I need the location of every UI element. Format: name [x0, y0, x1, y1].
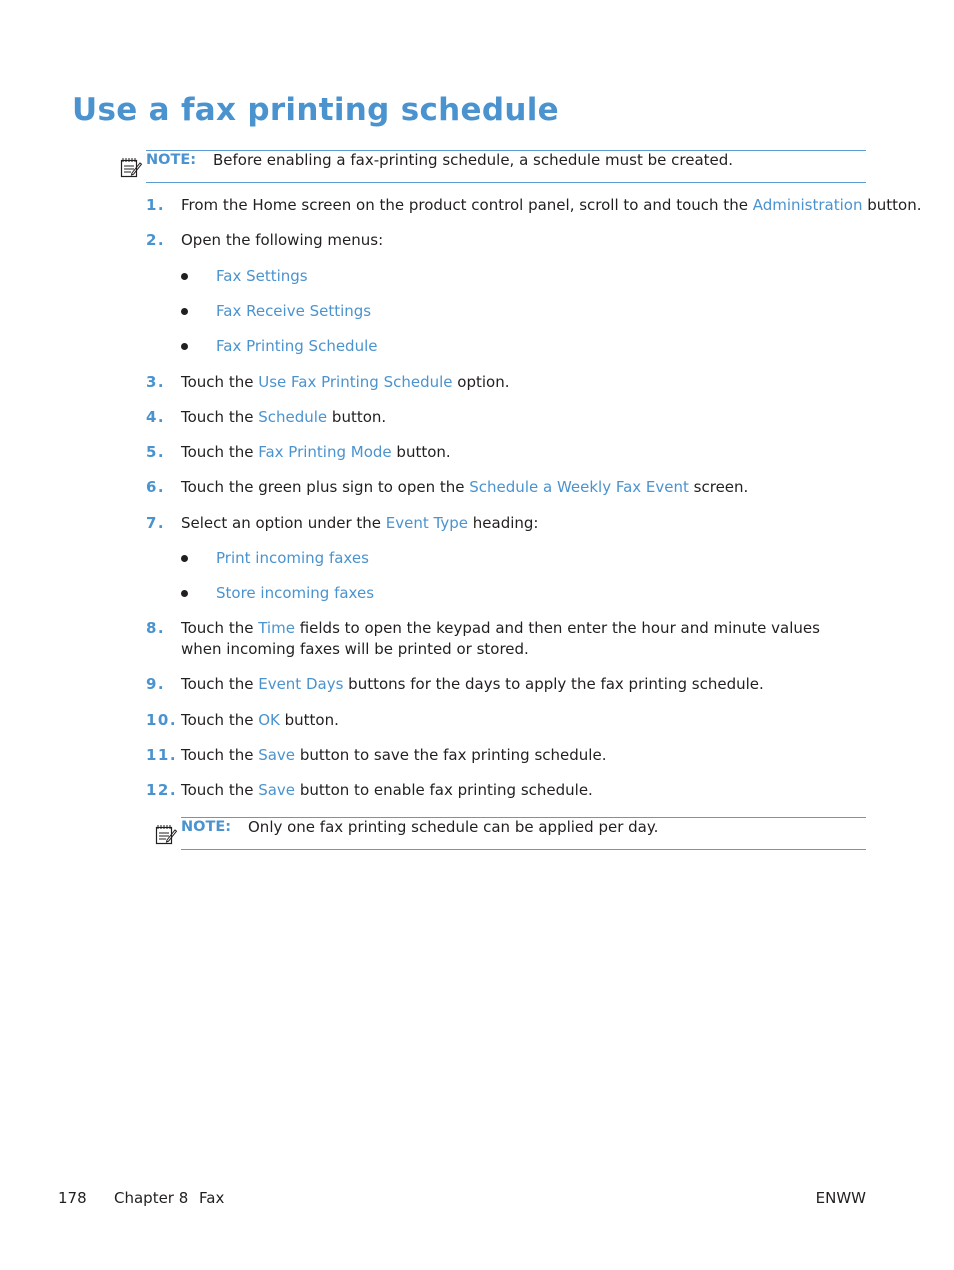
ui-term: Time — [258, 619, 295, 637]
menu-name: Fax Receive Settings — [216, 302, 372, 320]
note-text: Before enabling a fax-printing schedule, a schedule must be created. — [213, 151, 734, 169]
ui-term: Event Type — [385, 514, 468, 532]
step-text: Touch the Save button to save the fax printing schedule. — [181, 746, 607, 764]
bullet-icon — [181, 555, 188, 562]
menu-name: Fax Printing Schedule — [216, 337, 378, 355]
step-text: Touch the green plus sign to open the Schedule a Weekly Fax Event screen. — [181, 478, 749, 496]
step-number: 1. — [146, 196, 166, 214]
step-text: Touch the OK button. — [181, 711, 339, 729]
step-number: 12. — [146, 781, 178, 799]
step-text: From the Home screen on the product control panel, scroll to and touch the Administration button. — [181, 196, 922, 214]
step-text: Open the following menus: — [181, 231, 384, 249]
footer-doc-id: ENWW — [815, 1189, 866, 1207]
note-pad-icon — [119, 154, 143, 178]
ui-term: Use Fax Printing Schedule — [258, 373, 453, 391]
note-label: NOTE: — [146, 152, 197, 168]
step-text: Touch the Event Days buttons for the days to apply the fax printing schedule. — [181, 675, 764, 693]
step-text: Touch the Schedule button. — [181, 408, 387, 426]
step-text: Touch the Use Fax Printing Schedule option. — [181, 373, 510, 391]
footer-chapter: Chapter 8 — [114, 1189, 189, 1207]
step-text: Touch the Fax Printing Mode button. — [181, 443, 451, 461]
step-number: 3. — [146, 373, 166, 391]
menu-name: Fax Settings — [216, 267, 308, 285]
step-number: 5. — [146, 443, 166, 461]
ui-term: Schedule — [258, 408, 328, 426]
step-text: Touch the Save button to enable fax printing schedule. — [181, 781, 593, 799]
ui-term: Schedule a Weekly Fax Event — [469, 478, 689, 496]
ui-term: Event Days — [258, 675, 344, 693]
step-number: 8. — [146, 619, 166, 637]
bullet-icon — [181, 308, 188, 315]
ui-term: OK — [258, 711, 280, 729]
step-number: 2. — [146, 231, 166, 249]
ui-term: Administration — [752, 196, 863, 214]
page-number: 178 — [58, 1189, 87, 1207]
ui-term: Save — [258, 781, 296, 799]
step-number: 4. — [146, 408, 166, 426]
bullet-icon — [181, 273, 188, 280]
step-number: 6. — [146, 478, 166, 496]
note-pad-icon — [154, 821, 178, 845]
step-number: 10. — [146, 711, 178, 729]
bullet-icon — [181, 343, 188, 350]
note-box — [146, 150, 866, 183]
step-number: 11. — [146, 746, 178, 764]
event-type-name: Store incoming faxes — [216, 584, 375, 602]
footer-section: Fax — [199, 1189, 225, 1207]
step-number: 7. — [146, 514, 166, 532]
bullet-icon — [181, 590, 188, 597]
note-label: NOTE: — [181, 819, 232, 835]
step-number: 9. — [146, 675, 166, 693]
event-type-name: Print incoming faxes — [216, 549, 369, 567]
note-box — [181, 817, 866, 850]
step-text: Select an option under the Event Type heading: — [181, 514, 539, 532]
page-title: Use a fax printing schedule — [72, 92, 559, 128]
ui-term: Save — [258, 746, 296, 764]
note-text: Only one fax printing schedule can be applied per day. — [248, 818, 659, 836]
ui-term: Fax Printing Mode — [258, 443, 392, 461]
step-text: Touch the Time fields to open the keypad and then enter the hour and minute values when incoming faxes will be printed or stored. — [181, 619, 820, 658]
